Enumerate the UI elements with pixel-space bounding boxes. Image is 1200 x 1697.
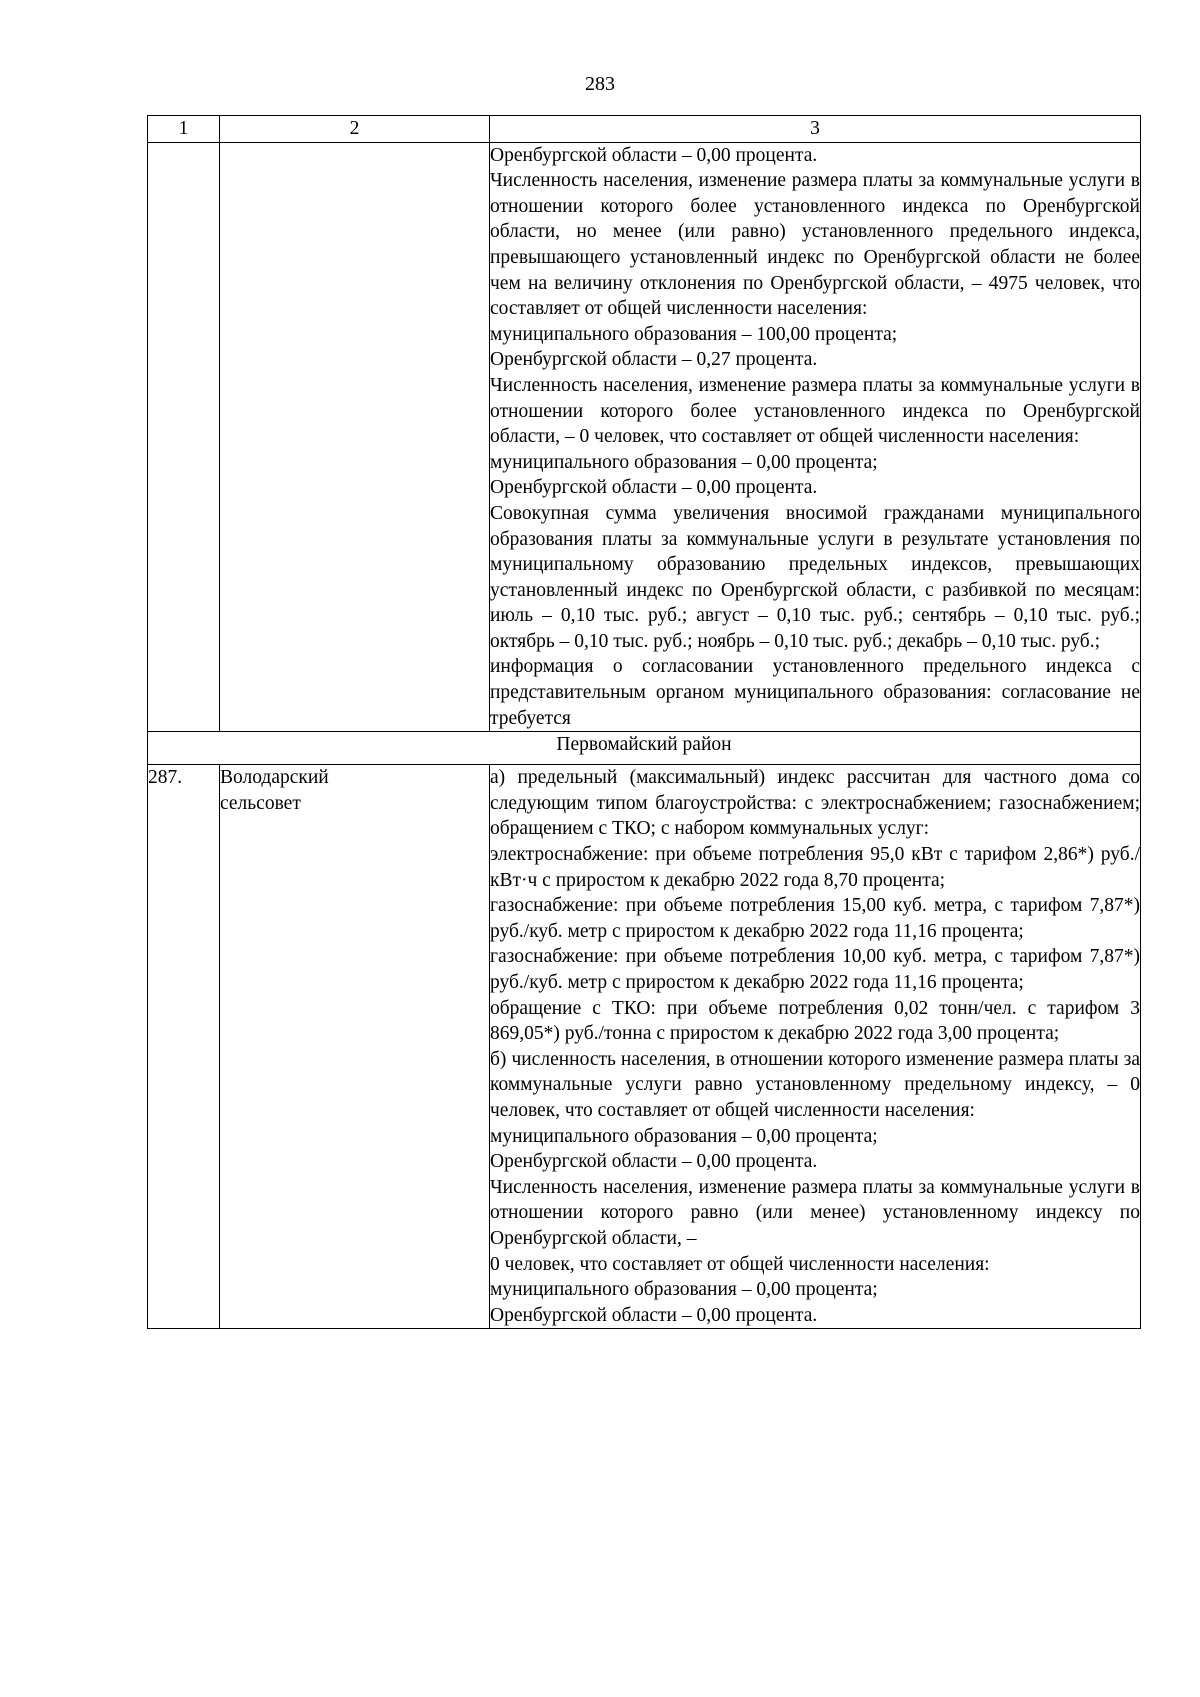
paragraph: газоснабжение: при объеме потребления 15,00 куб. метра, с тарифом 7,87*) руб./куб. метр с приростом к декабрю 2022 года 11,16 процента;: [490, 895, 1140, 942]
continued-row: [148, 142, 1141, 732]
paragraph: обращение с ТКО: при объеме потребления 0,02 тонн/чел. с тарифом 3 869,05*) руб./тонна с приростом к декабрю 2022 года 3,00 процента;: [490, 997, 1140, 1045]
paragraph: 0 человек, что составляет от общей численности населения:: [490, 1253, 990, 1275]
page-number: 283: [585, 73, 615, 95]
district-name: Первомайский район: [148, 732, 1141, 765]
paragraph: Оренбургской области – 0,00 процента.: [490, 1304, 818, 1326]
paragraph: Численность населения, изменение размера платы за коммунальные услуги в отношении которого более установленного индекса по Оренбургской области, – 0 человек, что составляет от общей численности населения:: [490, 374, 1140, 448]
paragraph: муниципального образования – 100,00 процента;: [490, 323, 898, 345]
paragraph: Численность населения, изменение размера платы за коммунальные услуги в отношении которого равно (или менее) установленному индексу по Оренбургской области, –: [490, 1176, 1140, 1249]
paragraph: Численность населения, изменение размера платы за коммунальные услуги в отношении которого более установленного индекса по Оренбургской области, но менее (или равно) установленного предельного индекса, превышающего установленный индекс по Оренбургской области не более чем на величину отклонения по Оренбургской области, – 4975 человек, что составляет от общей численности населения:: [490, 170, 1140, 320]
paragraph: информация о согласовании установленного предельного индекса с представительным органом муниципального образования: согласование не требуется: [490, 656, 1140, 729]
paragraph: муниципального образования – 0,00 процента;: [490, 1125, 878, 1147]
paragraph: муниципального образования – 0,00 процента;: [490, 1279, 878, 1301]
paragraph: Оренбургской области – 0,27 процента.: [490, 349, 818, 371]
paragraph: газоснабжение: при объеме потребления 10,00 куб. метра, с тарифом 7,87*) руб./куб. метр с приростом к декабрю 2022 года 11,16 процента;: [490, 946, 1140, 993]
header-col-3: 3: [490, 116, 1141, 143]
continued-number-cell: [148, 142, 220, 732]
continued-text-cell: [490, 142, 1141, 732]
index-table: [147, 115, 1141, 1329]
district-row: [148, 732, 1141, 765]
continued-name-cell: [220, 142, 490, 732]
header-col-2: 2: [220, 116, 490, 143]
entry-number: 287.: [148, 765, 220, 1329]
header-row: [148, 116, 1141, 143]
table-row: [148, 765, 1141, 1329]
paragraph: а) предельный (максимальный) индекс рассчитан для частного дома со следующим типом благоустройства: с электроснабжением; газоснабжением; обращением с ТКО; с набором коммунальных услуг:: [490, 767, 1140, 840]
entry-name: [220, 765, 490, 1329]
entry-text-cell: [490, 765, 1141, 1329]
paragraph: б) численность населения, в отношении которого изменение размера платы за коммунальные услуги равно установленному предельному индексу, – 0 человек, что составляет от общей численности населения:: [490, 1048, 1140, 1121]
header-col-1: 1: [148, 116, 220, 143]
entry-name-text: Володарский сельсовет: [220, 767, 329, 814]
paragraph: Оренбургской области – 0,00 процента.: [490, 144, 818, 166]
paragraph: Совокупная сумма увеличения вносимой гражданами муниципального образования платы за коммунальные услуги в результате установления по муниципальному образованию предельных индексов, превышающих установленный индекс по Оренбургской области, с разбивкой по месяцам: июль – 0,10 тыс. руб.; август – 0,10 тыс. руб.; сентябрь – 0,10 тыс. руб.; октябрь – 0,10 тыс. руб.; ноябрь – 0,10 тыс. руб.; декабрь – 0,10 тыс. руб.;: [490, 502, 1140, 652]
paragraph: Оренбургской области – 0,00 процента.: [490, 477, 818, 499]
paragraph: Оренбургской области – 0,00 процента.: [490, 1151, 818, 1173]
paragraph: электроснабжение: при объеме потребления 95,0 кВт с тарифом 2,86*) руб./кВт·ч с приростом к декабрю 2022 года 8,70 процента;: [490, 844, 1140, 891]
paragraph: муниципального образования – 0,00 процента;: [490, 451, 878, 473]
